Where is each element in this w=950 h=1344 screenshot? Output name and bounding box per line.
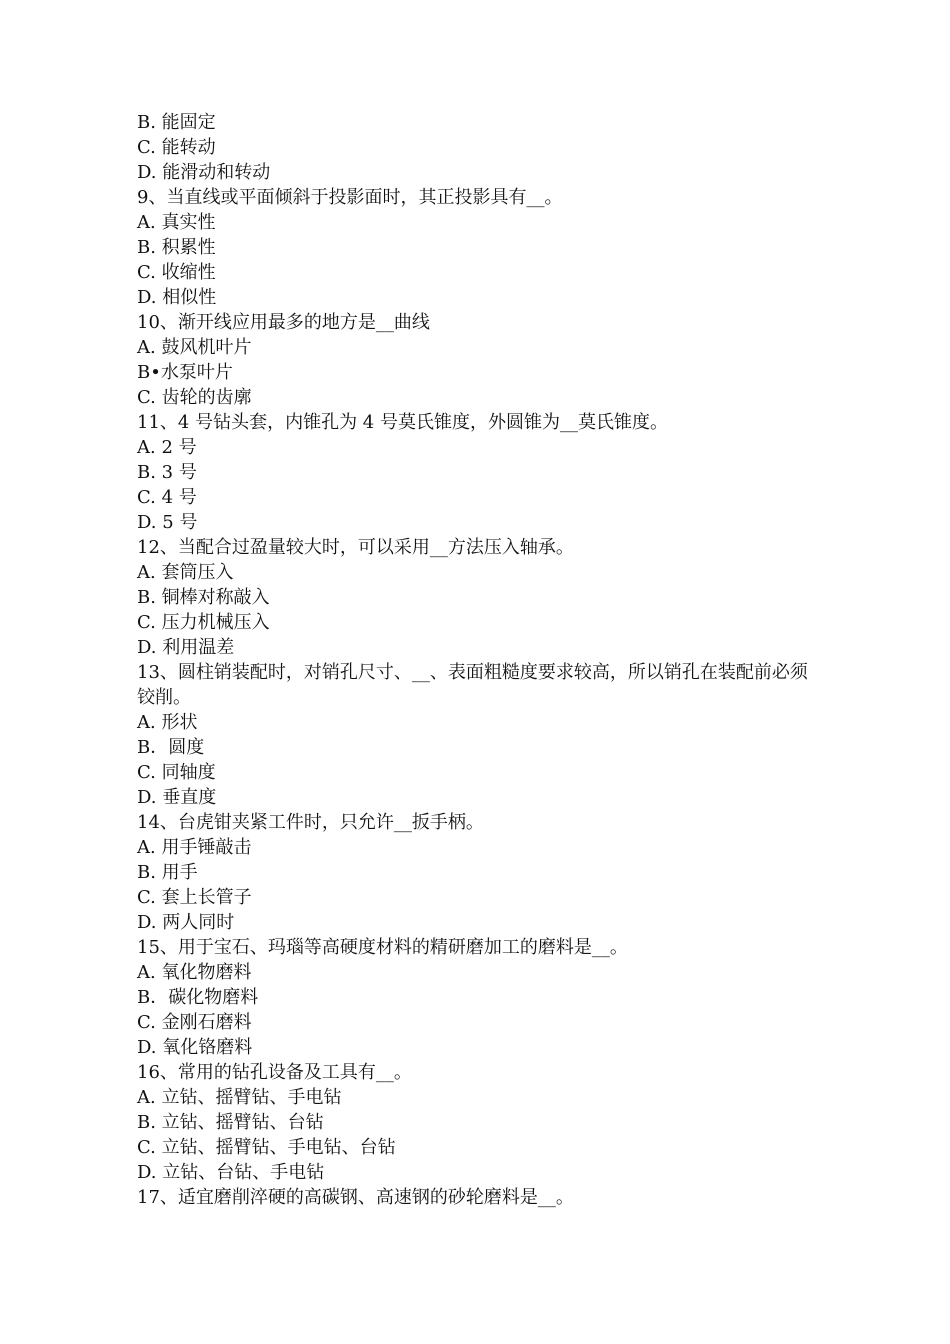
option-line: C. 压力机械压入 xyxy=(137,612,270,633)
option-line: B. 3 号 xyxy=(137,462,197,483)
option-line: A. 用手锤敲击 xyxy=(137,837,252,858)
option-line: C. 同轴度 xyxy=(137,762,216,783)
option-line: D. 相似性 xyxy=(137,287,217,308)
option-line: D. 两人同时 xyxy=(137,912,235,933)
question-text-block xyxy=(137,110,817,1210)
option-line: B. 能固定 xyxy=(137,112,216,133)
question-10: 10、渐开线应用最多的地方是__曲线 xyxy=(137,312,430,333)
option-line: C. 套上长管子 xyxy=(137,887,252,908)
option-line: B. 积累性 xyxy=(137,237,216,258)
option-line: D. 利用温差 xyxy=(137,637,235,658)
question-14: 14、台虎钳夹紧工件时，只允许__扳手柄。 xyxy=(137,812,484,833)
question-17: 17、适宜磨削淬硬的高碳钢、高速钢的砂轮磨料是__。 xyxy=(137,1187,574,1208)
option-line: B．圆度 xyxy=(137,737,205,758)
question-11: 11、4 号钻头套，内锥孔为 4 号莫氏锥度，外圆锥为__莫氏锥度。 xyxy=(137,412,668,433)
option-line: C. 能转动 xyxy=(137,137,216,158)
question-12: 12、当配合过盈量较大时，可以采用__方法压入轴承。 xyxy=(137,537,574,558)
question-16: 16、常用的钻孔设备及工具有__。 xyxy=(137,1062,412,1083)
option-line: C. 4 号 xyxy=(137,487,197,508)
option-line: B. 铜棒对称敲入 xyxy=(137,587,270,608)
question-9: 9、当直线或平面倾斜于投影面时，其正投影具有__。 xyxy=(137,187,563,208)
option-line: D. 立钻、台钻、手电钻 xyxy=(137,1162,325,1183)
option-line: A. 2 号 xyxy=(137,437,197,458)
option-line: A. 套筒压入 xyxy=(137,562,234,583)
option-line: A. 立钻、摇臂钻、手电钻 xyxy=(137,1087,342,1108)
question-15: 15、用于宝石、玛瑙等高硬度材料的精研磨加工的磨料是__。 xyxy=(137,937,628,958)
option-line: D. 5 号 xyxy=(137,512,198,533)
option-line: A. 氧化物磨料 xyxy=(137,962,252,983)
option-line: C. 齿轮的齿廓 xyxy=(137,387,252,408)
option-line: B. 立钻、摇臂钻、台钻 xyxy=(137,1112,324,1133)
option-line: D. 氧化铬磨料 xyxy=(137,1037,253,1058)
option-line: B. 用手 xyxy=(137,862,198,883)
option-line: D. 能滑动和转动 xyxy=(137,162,271,183)
option-line: C. 收缩性 xyxy=(137,262,216,283)
option-line: C. 立钻、摇臂钻、手电钻、台钻 xyxy=(137,1137,396,1158)
question-13: 13、圆柱销装配时，对销孔尺寸、__、表面粗糙度要求较高，所以销孔在装配前必须铰削。 xyxy=(137,662,808,708)
option-line: B．碳化物磨料 xyxy=(137,987,259,1008)
option-line: A. 真实性 xyxy=(137,212,216,233)
option-line: D. 垂直度 xyxy=(137,787,217,808)
option-line: A. 形状 xyxy=(137,712,198,733)
option-line: B•水泵叶片 xyxy=(137,362,233,383)
option-line: A. 鼓风机叶片 xyxy=(137,337,252,358)
option-line: C. 金刚石磨料 xyxy=(137,1012,252,1033)
